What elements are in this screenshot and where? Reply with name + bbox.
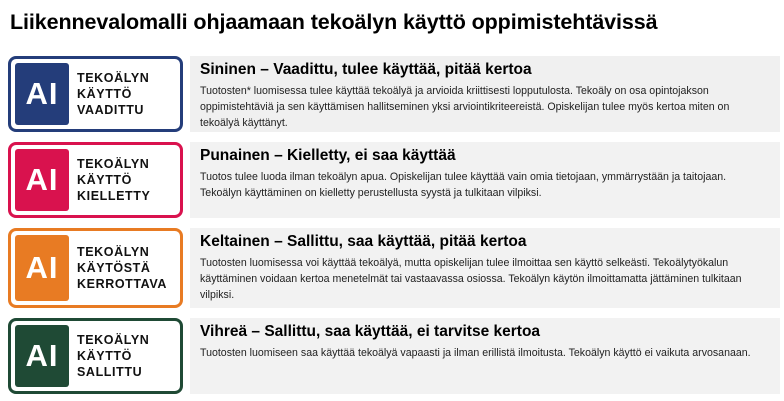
rule-content (190, 56, 780, 132)
badge-line: TEKOÄLYN (77, 333, 150, 347)
badge-line: KÄYTTÖ (77, 349, 132, 363)
rule-heading: Punainen – Kielletty, ei saa käyttää (200, 147, 456, 164)
badge-line: SALLITTU (77, 365, 143, 379)
rule-description: Tuotos tulee luoda ilman tekoälyn apua. Opiskelijan tulee käyttää vain omia tietojaan, ymmärrystään ja taitojaan. Tekoälyn käyttäminen on kielletty perustellusta syystä ja tulkitaan vilpiksi. (200, 171, 727, 199)
badge-text (77, 244, 167, 292)
page-title: Liikennevalomalli ohjaamaan tekoälyn käyttö oppimistehtävissä (10, 10, 658, 34)
badge-line: KÄYTTÖ (77, 87, 132, 101)
badge-line: KÄYTTÖ (77, 173, 132, 187)
badge-line: TEKOÄLYN (77, 245, 150, 259)
ai-label: AI (15, 325, 69, 387)
ai-badge-required (8, 56, 183, 132)
ai-label: AI (15, 63, 69, 125)
rule-content (190, 228, 780, 308)
badge-line: TEKOÄLYN (77, 71, 150, 85)
ai-label: AI (15, 149, 69, 211)
badge-text (77, 70, 149, 118)
badge-text (77, 332, 149, 380)
ai-badge-forbidden (8, 142, 183, 218)
badge-line: VAADITTU (77, 103, 145, 117)
ai-badge-disclose (8, 228, 183, 308)
badge-line: KÄYTÖSTÄ (77, 261, 151, 275)
rule-content (190, 142, 780, 218)
ai-label: AI (15, 235, 69, 301)
rule-description: Tuotosten luomisessa voi käyttää tekoälyä, mutta opiskelijan tulee ilmoittaa sen käyttö selkeästi. Tekoälytyökalun käyttäminen voidaan kertoa menetelmät tai vastaavassa osiossa. Tekoälyn käytön ilmoittamatta jättäminen tulkitaan vilpiksi. (200, 257, 742, 301)
rule-row-yellow (8, 228, 780, 308)
rule-heading: Keltainen – Sallittu, saa käyttää, pitää kertoa (200, 233, 527, 250)
badge-line: KIELLETTY (77, 189, 151, 203)
rule-row-red (8, 142, 780, 218)
badge-line: KERROTTAVA (77, 277, 168, 291)
rule-row-green (8, 318, 780, 394)
ai-badge-allowed (8, 318, 183, 394)
rule-heading: Sininen – Vaadittu, tulee käyttää, pitää kertoa (200, 61, 532, 78)
badge-line: TEKOÄLYN (77, 157, 150, 171)
rule-row-blue (8, 56, 780, 132)
rule-description: Tuotosten* luomisessa tulee käyttää tekoälyä ja arvioida kriittisesti lopputulosta. Tekoäly on osa opintojakson oppimistehtäviä ja sen käyttämisen hallitseminen yksi arviointikriteereistä. Opiskelijan tulee myös kertoa miten on tekoälyä käyttänyt. (200, 85, 730, 129)
rule-description: Tuotosten luomiseen saa käyttää tekoälyä vapaasti ja ilman erillistä ilmoitusta. Tekoälyn käyttö ei vaikuta arvosanaan. (200, 347, 751, 359)
rule-content (190, 318, 780, 394)
rule-heading: Vihreä – Sallittu, saa käyttää, ei tarvitse kertoa (200, 323, 541, 340)
badge-text (77, 156, 150, 204)
